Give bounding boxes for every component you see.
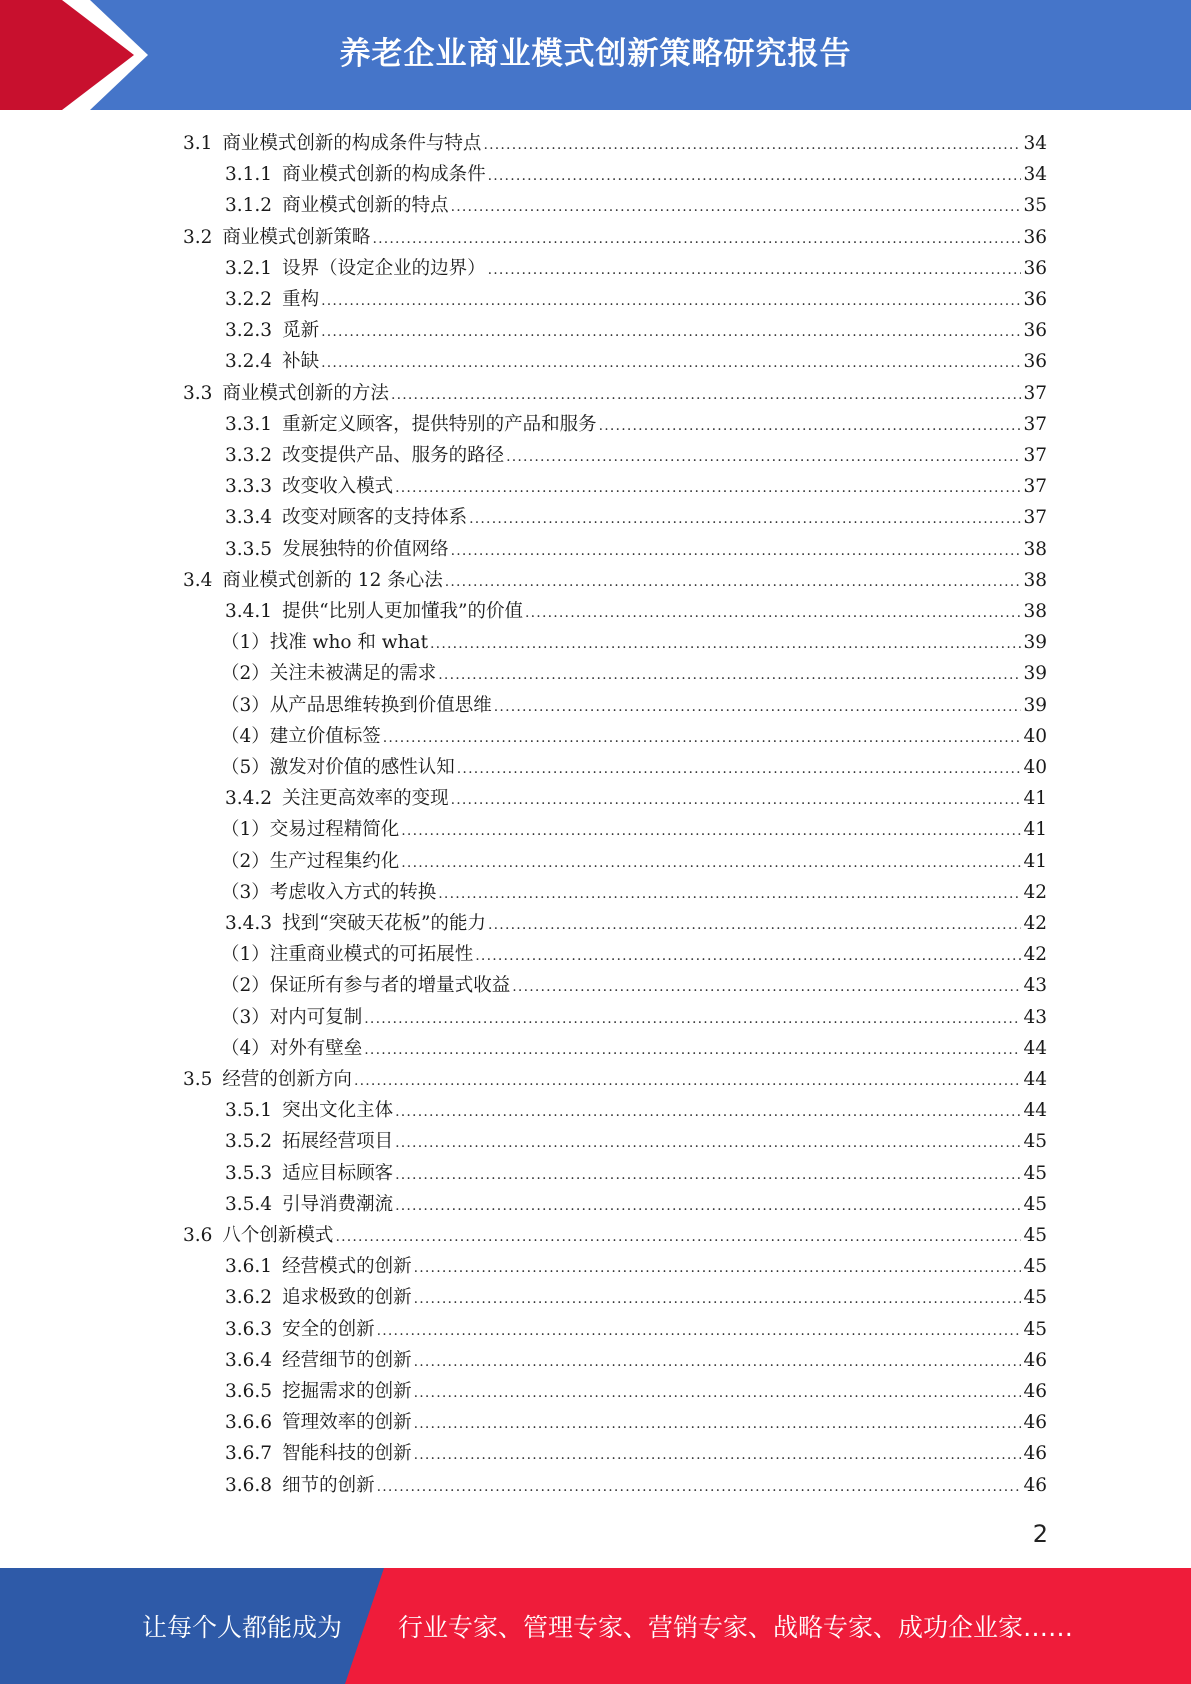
toc-entry-page: 45 (1023, 1318, 1047, 1340)
toc-entry-page: 45 (1023, 1193, 1047, 1215)
toc-entry-page: 41 (1023, 819, 1047, 841)
toc-entry-page: 44 (1023, 1100, 1047, 1122)
toc-entry-label: 细节的创新 (282, 1474, 375, 1496)
toc-entry-number: 3.5.3 (225, 1162, 273, 1184)
toc-entry-page: 37 (1023, 445, 1047, 466)
toc-entry-number: 3.4.2 (225, 788, 273, 810)
toc-entry-page: 38 (1023, 538, 1047, 560)
toc-entry[interactable] (225, 409, 1047, 440)
toc-entry[interactable] (183, 1064, 1047, 1095)
toc-entry-label: 经营模式的创新 (282, 1256, 412, 1278)
toc-entry-label: 重构 (282, 289, 320, 310)
toc-entry[interactable] (183, 378, 1047, 409)
toc-entry-label: （2）关注未被满足的需求 (221, 663, 437, 685)
toc-entry-page: 45 (1023, 1131, 1047, 1153)
toc-dot-leader (401, 816, 1021, 847)
toc-entry-label: （5）激发对价值的感性认知 (221, 757, 455, 778)
toc-entry-label: 适应目标顾客 (282, 1162, 394, 1184)
toc-dot-leader (506, 442, 1021, 473)
toc-entry[interactable] (225, 315, 1047, 346)
toc-entry-page: 42 (1023, 881, 1047, 903)
page-header (0, 0, 1191, 110)
toc-entry-number: 3.3.2 (225, 445, 273, 466)
toc-entry[interactable] (225, 1095, 1047, 1126)
toc-dot-leader (377, 1472, 1022, 1503)
toc-entry-label: 八个创新模式 (222, 1225, 334, 1246)
toc-dot-leader (364, 1004, 1021, 1035)
toc-entry-label: （1）注重商业模式的可拓展性 (221, 944, 474, 966)
toc-entry-page: 38 (1023, 601, 1047, 622)
toc-entry-page: 39 (1023, 663, 1047, 685)
toc-dot-leader (512, 972, 1021, 1003)
toc-entry[interactable] (221, 970, 1047, 1001)
toc-entry-number: 3.2 (183, 226, 213, 248)
toc-entry[interactable] (225, 1126, 1047, 1157)
toc-entry-number: 3.6.5 (225, 1381, 273, 1402)
toc-entry[interactable] (221, 1033, 1047, 1064)
toc-entry[interactable] (221, 690, 1047, 721)
toc-dot-leader (483, 130, 1021, 161)
toc-entry-page: 36 (1023, 320, 1047, 342)
toc-dot-leader (438, 660, 1021, 691)
toc-entry-label: 改变对顾客的支持体系 (282, 507, 468, 529)
toc-dot-leader (414, 1409, 1022, 1440)
toc-entry[interactable] (225, 1251, 1047, 1282)
toc-entry-label: 提供“比别人更加懂我”的价值 (282, 601, 523, 622)
toc-entry-page: 36 (1023, 289, 1047, 310)
toc-entry-number: 3.3.5 (225, 538, 273, 560)
toc-entry-label: 智能科技的创新 (282, 1443, 412, 1465)
toc-dot-leader (451, 192, 1022, 223)
toc-entry[interactable] (221, 1002, 1047, 1033)
toc-entry[interactable] (225, 1470, 1047, 1501)
toc-entry-page: 45 (1023, 1225, 1047, 1246)
toc-entry-page: 45 (1023, 1287, 1047, 1309)
toc-entry-label: 商业模式创新的 12 条心法 (222, 569, 443, 591)
toc-entry[interactable] (183, 128, 1047, 159)
toc-entry-label: 追求极致的创新 (282, 1287, 412, 1309)
toc-dot-leader (451, 785, 1022, 816)
toc-entry[interactable] (225, 440, 1047, 471)
toc-dot-leader (414, 1284, 1022, 1315)
toc-dot-leader (321, 286, 1021, 317)
toc-entry-page: 36 (1023, 351, 1047, 373)
toc-entry-label: 商业模式创新的方法 (222, 382, 389, 404)
toc-entry-page: 34 (1023, 164, 1047, 186)
toc-entry-label: 拓展经营项目 (282, 1131, 394, 1153)
toc-entry-number: 3.4.3 (225, 913, 273, 934)
toc-entry-number: 3.6 (183, 1225, 213, 1246)
toc-entry-page: 46 (1023, 1474, 1047, 1496)
toc-entry-number: 3.1.1 (225, 164, 273, 186)
toc-entry-page: 40 (1023, 725, 1047, 747)
toc-entry[interactable] (225, 1282, 1047, 1313)
toc-entry-number: 3.2.3 (225, 320, 273, 342)
toc-dot-leader (438, 879, 1021, 910)
toc-dot-leader (469, 504, 1021, 535)
toc-dot-leader (451, 536, 1022, 567)
toc-entry[interactable] (225, 1345, 1047, 1376)
toc-entry-page: 37 (1023, 507, 1047, 529)
toc-dot-leader (488, 255, 1022, 286)
toc-entry-page: 42 (1023, 944, 1047, 966)
toc-entry-page: 45 (1023, 1256, 1047, 1278)
toc-entry-number: 3.2.1 (225, 257, 273, 279)
toc-entry-page: 40 (1023, 757, 1047, 778)
toc-entry[interactable] (221, 846, 1047, 877)
toc-entry-page: 36 (1023, 226, 1047, 248)
toc-entry[interactable] (225, 253, 1047, 284)
toc-dot-leader (395, 473, 1021, 504)
toc-entry-page: 46 (1023, 1443, 1047, 1465)
toc-dot-leader (488, 161, 1022, 192)
toc-dot-leader (395, 1128, 1021, 1159)
toc-entry-page: 46 (1023, 1412, 1047, 1434)
toc-entry-page: 45 (1023, 1162, 1047, 1184)
toc-entry-number: 3.6.6 (225, 1412, 273, 1434)
toc-entry[interactable] (183, 1220, 1047, 1251)
toc-entry[interactable] (221, 877, 1047, 908)
toc-entry-label: （3）对内可复制 (221, 1006, 363, 1028)
toc-entry-label: （4）建立价值标签 (221, 725, 381, 747)
toc-dot-leader (395, 1191, 1021, 1222)
toc-entry[interactable] (221, 721, 1047, 752)
toc-dot-leader (414, 1347, 1022, 1378)
toc-entry-page: 36 (1023, 257, 1047, 279)
toc-entry-number: 3.6.2 (225, 1287, 273, 1309)
toc-entry-label: 找到“突破天花板”的能力 (282, 913, 486, 934)
toc-dot-leader (445, 567, 1022, 598)
toc-entry-label: （3）从产品思维转换到价值思维 (221, 694, 492, 716)
page-number: 2 (1032, 1520, 1048, 1548)
toc-dot-leader (354, 1066, 1022, 1097)
toc-entry-label: 商业模式创新策略 (222, 226, 371, 248)
toc-entry[interactable] (225, 908, 1047, 939)
toc-dot-leader (377, 1316, 1022, 1347)
toc-entry-label: 商业模式创新的构成条件 (282, 164, 486, 186)
toc-entry-page: 34 (1023, 133, 1047, 154)
toc-entry-label: （1）交易过程精简化 (221, 819, 400, 841)
toc-dot-leader (475, 941, 1021, 972)
toc-entry-label: 觅新 (282, 320, 320, 342)
toc-entry-page: 37 (1023, 382, 1047, 404)
toc-dot-leader (383, 723, 1022, 754)
toc-entry-number: 3.6.4 (225, 1349, 273, 1371)
toc-entry[interactable] (221, 658, 1047, 689)
toc-dot-leader (494, 692, 1022, 723)
toc-dot-leader (457, 754, 1022, 785)
toc-entry-number: 3.1.2 (225, 195, 273, 217)
toc-entry-number: 3.5 (183, 1069, 213, 1090)
toc-entry[interactable] (225, 1314, 1047, 1345)
toc-dot-leader (414, 1440, 1022, 1471)
toc-entry[interactable] (225, 1407, 1047, 1438)
toc-entry-label: 商业模式创新的构成条件与特点 (222, 133, 482, 154)
toc-entry-label: 管理效率的创新 (282, 1412, 412, 1434)
toc-entry[interactable] (225, 284, 1047, 315)
toc-entry-page: 35 (1023, 195, 1047, 217)
toc-dot-leader (599, 411, 1022, 442)
toc-entry[interactable] (225, 596, 1047, 627)
footer-slogan-left: 让每个人都能成为 (142, 1613, 343, 1642)
toc-entry-label: （3）考虑收入方式的转换 (221, 881, 437, 903)
toc-entry[interactable] (225, 471, 1047, 502)
toc-entry-number: 3.4 (183, 569, 213, 591)
toc-entry-number: 3.1 (183, 133, 213, 154)
toc-entry-label: 商业模式创新的特点 (282, 195, 449, 217)
page-footer (0, 1568, 1191, 1684)
toc-entry[interactable] (225, 346, 1047, 377)
toc-entry-page: 37 (1023, 413, 1047, 435)
toc-dot-leader (321, 348, 1021, 379)
footer-slogan-right: 行业专家、管理专家、营销专家、战略专家、成功企业家…… (398, 1613, 1074, 1642)
toc-entry-page: 41 (1023, 788, 1047, 810)
toc-entry-page: 42 (1023, 913, 1047, 934)
toc-entry-label: 经营细节的创新 (282, 1349, 412, 1371)
toc-entry-label: 挖掘需求的创新 (282, 1381, 412, 1402)
toc-dot-leader (401, 848, 1021, 879)
toc-entry-page: 39 (1023, 632, 1047, 654)
toc-entry[interactable] (221, 814, 1047, 845)
toc-entry[interactable] (183, 565, 1047, 596)
toc-entry-page: 46 (1023, 1349, 1047, 1371)
toc-entry-label: 改变收入模式 (282, 476, 394, 498)
toc-entry-number: 3.2.2 (225, 289, 273, 310)
toc-dot-leader (525, 598, 1021, 629)
toc-entry-label: 重新定义顾客，提供特别的产品和服务 (282, 413, 597, 435)
toc-entry-number: 3.6.8 (225, 1474, 273, 1496)
toc-entry-number: 3.6.1 (225, 1256, 273, 1278)
toc-dot-leader (391, 380, 1022, 411)
toc-entry-label: （4）对外有壁垒 (221, 1037, 363, 1059)
toc-entry-label: （1）找准 who 和 what (221, 632, 429, 654)
toc-entry-number: 3.5.4 (225, 1193, 273, 1215)
toc-entry-page: 38 (1023, 569, 1047, 591)
toc-dot-leader (335, 1222, 1021, 1253)
toc-entry-label: 补缺 (282, 351, 320, 373)
toc-entry-page: 44 (1023, 1037, 1047, 1059)
toc-entry-number: 3.4.1 (225, 601, 273, 622)
toc-entry[interactable] (225, 534, 1047, 565)
toc-entry[interactable] (225, 190, 1047, 221)
toc-entry[interactable] (225, 1158, 1047, 1189)
toc-entry-number: 3.2.4 (225, 351, 273, 373)
toc-entry-page: 46 (1023, 1381, 1047, 1402)
toc-entry-page: 39 (1023, 694, 1047, 716)
toc-entry-number: 3.3 (183, 382, 213, 404)
toc-entry[interactable] (225, 1376, 1047, 1407)
toc-entry-number: 3.6.3 (225, 1318, 273, 1340)
toc-entry-number: 3.3.4 (225, 507, 273, 529)
toc-entry-page: 43 (1023, 975, 1047, 997)
toc-entry-number: 3.3.3 (225, 476, 273, 498)
toc-dot-leader (395, 1160, 1021, 1191)
toc-entry-page: 37 (1023, 476, 1047, 498)
toc-entry-label: 改变提供产品、服务的路径 (282, 445, 505, 466)
toc-entry-number: 3.6.7 (225, 1443, 273, 1465)
toc-entry[interactable] (225, 159, 1047, 190)
toc-dot-leader (395, 1097, 1021, 1128)
toc-entry-label: 经营的创新方向 (222, 1069, 352, 1090)
toc-dot-leader (364, 1035, 1021, 1066)
toc-entry-label: 发展独特的价值网络 (282, 538, 449, 560)
toc-entry-number: 3.5.1 (225, 1100, 273, 1122)
toc-entry-label: 关注更高效率的变现 (282, 788, 449, 810)
toc-entry-page: 44 (1023, 1069, 1047, 1090)
toc-entry-page: 41 (1023, 850, 1047, 872)
toc-entry-page: 43 (1023, 1006, 1047, 1028)
toc-entry-number: 3.3.1 (225, 413, 273, 435)
toc-entry-label: （2）生产过程集约化 (221, 850, 400, 872)
toc-dot-leader (414, 1253, 1022, 1284)
toc-entry[interactable] (221, 939, 1047, 970)
toc-entry-number: 3.5.2 (225, 1131, 273, 1153)
toc-entry-label: 引导消费潮流 (282, 1193, 394, 1215)
toc-dot-leader (430, 629, 1021, 660)
toc-dot-leader (372, 224, 1021, 255)
toc-entry[interactable] (225, 1438, 1047, 1469)
toc-entry[interactable] (225, 1189, 1047, 1220)
toc-entry-label: 设界（设定企业的边界） (282, 257, 486, 279)
document-title: 养老企业商业模式创新策略研究报告 (339, 36, 852, 72)
toc-entry[interactable] (225, 502, 1047, 533)
toc-entry-label: 安全的创新 (282, 1318, 375, 1340)
toc-entry[interactable] (183, 222, 1047, 253)
toc-dot-leader (414, 1378, 1022, 1409)
toc-entry[interactable] (221, 627, 1047, 658)
toc-entry[interactable] (225, 783, 1047, 814)
toc-entry-label: 突出文化主体 (282, 1100, 394, 1122)
toc-entry[interactable] (221, 752, 1047, 783)
toc-entry-label: （2）保证所有参与者的增量式收益 (221, 975, 511, 997)
toc-dot-leader (488, 910, 1021, 941)
toc-dot-leader (321, 317, 1021, 348)
